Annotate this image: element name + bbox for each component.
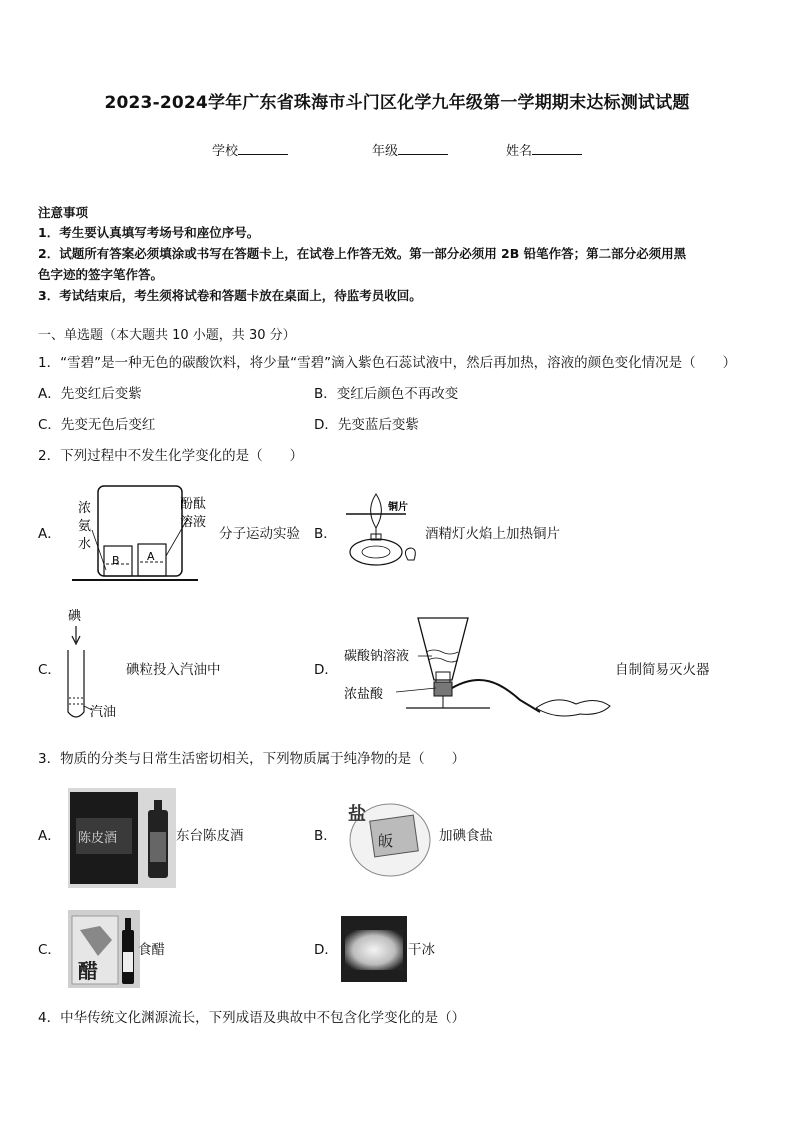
dry-ice-block: [345, 930, 403, 970]
lamp-body: [350, 539, 402, 565]
question-2-option-d-text: 自制简易灭火器: [615, 662, 710, 678]
dry-ice-photo: [341, 916, 407, 982]
label-nong: 浓: [78, 501, 92, 516]
copper-label: 铜片: [388, 502, 408, 513]
label-an: 氨: [78, 519, 92, 534]
question-2-option-c-letter: C．: [38, 662, 61, 678]
vinegar-char: 醋: [78, 959, 98, 983]
question-4-stem: 4．中华传统文化渊源流长，下列成语及典故中不包含化学变化的是（）: [38, 1010, 466, 1026]
name-label: 姓名: [506, 144, 533, 159]
name-field: [506, 140, 582, 159]
section-heading: 一、单选题（本大题共 10 小题，共 30 分）: [38, 328, 296, 343]
sodium-carbonate-label: 碳酸钠溶液: [344, 649, 410, 664]
flask: [418, 618, 468, 680]
notice-item-3: 3．考试结束后，考生须将试卷和答题卡放在桌面上，待监考员收回。: [38, 288, 422, 303]
exam-title: 2023-2024学年广东省珠海市斗门区化学九年级第一学期期末达标测试试题: [104, 93, 690, 113]
notice-heading: 注意事项: [38, 205, 89, 220]
question-2-option-b-letter: B．: [314, 526, 337, 542]
beaker-b-label: B: [112, 554, 120, 567]
fire-extinguisher-diagram: [340, 612, 620, 724]
notice-item-2: 2．试题所有答案必须填涂或书写在答题卡上，在试卷上作答无效。第一部分必须用 2B 铅笔作答；第二部分必须用黑: [38, 246, 687, 261]
iodine-test-tube-diagram: [62, 604, 132, 726]
lamp-cap: [405, 548, 415, 560]
gasoline-label: 汽油: [90, 705, 117, 720]
rubber-tube: [452, 680, 540, 712]
question-3-option-b-text: 加碘食盐: [439, 828, 493, 844]
vinegar-photo: [68, 910, 140, 988]
molecule-motion-diagram: [70, 478, 220, 586]
stopper: [434, 682, 452, 696]
beaker-a-label: A: [147, 550, 155, 563]
hydrochloric-acid-label: 浓盐酸: [344, 687, 384, 702]
question-1-option-a: A．先变红后变紫: [38, 386, 142, 402]
question-1-option-b: B．变红后颜色不再改变: [314, 386, 459, 402]
salt-char-2: 皈: [378, 832, 394, 850]
question-1-option-c: C．先变无色后变红: [38, 417, 156, 433]
name-blank: [532, 142, 582, 155]
school-label: 学校: [212, 144, 239, 159]
question-2-option-c-text: 碘粒投入汽油中: [126, 662, 221, 678]
question-1-option-d: D．先变蓝后变紫: [314, 417, 419, 433]
question-3-stem: 3．物质的分类与日常生活密切相关，下列物质属于纯净物的是（ ）: [38, 751, 466, 767]
school-field: [212, 140, 288, 159]
question-2-option-a-text: 分子运动实验: [219, 526, 300, 542]
salt-photo: [340, 790, 436, 880]
notice-item-1: 1．考生要认真填写考场号和座位序号。: [38, 225, 260, 240]
question-2-option-a-letter: A．: [38, 526, 61, 542]
question-2-option-d-letter: D．: [314, 662, 338, 678]
label-phenolphthalein: 酚酞: [180, 497, 207, 512]
alcohol-lamp-diagram: [340, 488, 424, 574]
grade-blank: [398, 142, 448, 155]
question-3-option-c-letter: C．: [38, 942, 61, 958]
grade-field: [372, 140, 448, 159]
question-2-stem: 2．下列过程中不发生化学变化的是（ ）: [38, 448, 304, 464]
label-shui: 水: [78, 537, 92, 552]
wine-box-text: 陈皮酒: [78, 831, 118, 846]
question-3-option-d-text: 干冰: [408, 942, 435, 958]
school-blank: [238, 142, 288, 155]
spray: [536, 700, 610, 716]
label-solution: 溶液: [180, 515, 207, 530]
question-3-option-c-text: 食醋: [138, 942, 165, 958]
test-tube: [68, 650, 84, 717]
wine-photo: [68, 788, 176, 888]
flame: [371, 494, 382, 528]
grade-label: 年级: [372, 144, 399, 159]
question-3-option-d-letter: D．: [314, 942, 338, 958]
notice-item-2-cont: 色字迹的签字笔作答。: [38, 267, 164, 282]
iodine-label: 碘: [68, 609, 82, 624]
salt-char: 盐: [348, 804, 366, 825]
question-3-option-a-letter: A．: [38, 828, 61, 844]
question-3-option-a-text: 东台陈皮酒: [176, 828, 244, 844]
question-1-stem: 1．“雪碧”是一种无色的碳酸饮料，将少量“雪碧”滴入紫色石蕊试液中，然后再加热，溶液的颜色变化情况是（ ）: [38, 355, 737, 371]
question-2-option-b-text: 酒精灯火焰上加热铜片: [425, 526, 560, 542]
question-3-option-b-letter: B．: [314, 828, 337, 844]
